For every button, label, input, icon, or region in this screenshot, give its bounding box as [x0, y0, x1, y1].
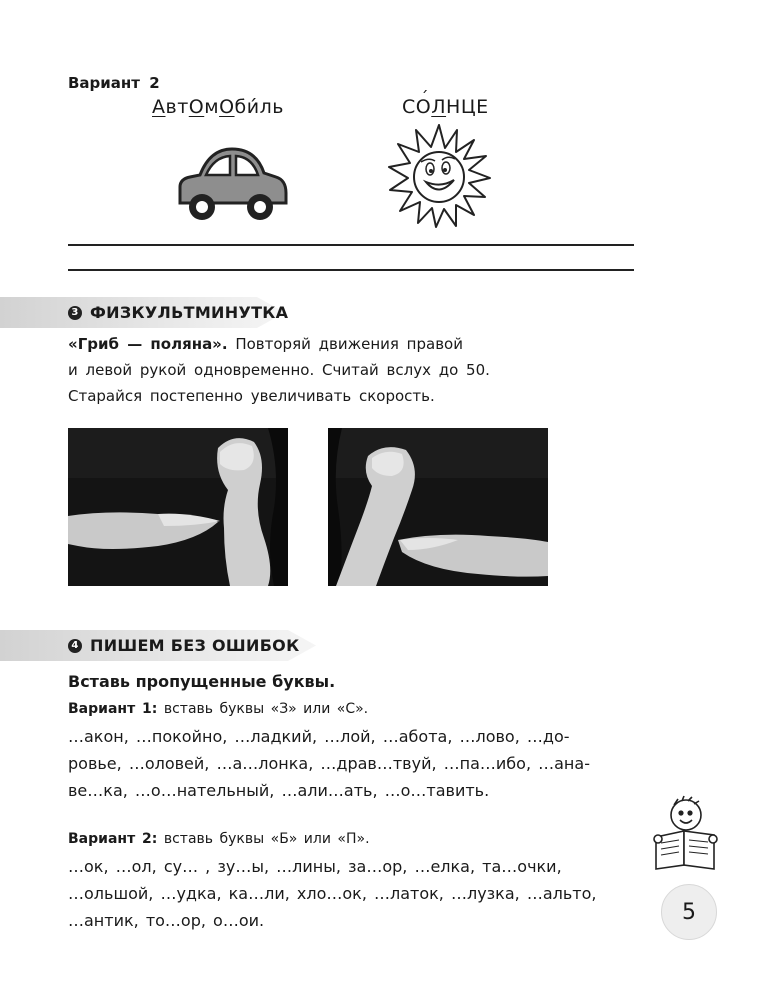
- exercise-photo-2: [328, 428, 548, 586]
- section-4-title: 4 ПИШЕМ БЕЗ ОШИБОК: [68, 630, 299, 661]
- word-solnce: СО ´ЛНЦЕ: [402, 96, 489, 118]
- writing-line-1: [68, 244, 634, 246]
- exercise-name: «Гриб — поляна».: [68, 335, 228, 353]
- variant-2-label: Вариант 2:: [68, 831, 158, 847]
- writing-line-2: [68, 269, 634, 271]
- car-icon: [176, 143, 288, 223]
- instruction-text: Вставь пропущенные буквы.: [68, 672, 336, 691]
- exercise-description: «Гриб — поляна». Повторяй движения правой и левой рукой одновременно. Считай вслух до 50. Старайся постепенно увеличивать скорость.: [68, 335, 490, 405]
- variant-2-line: …ок, …ол, су… , зу…ы, …лины, за…ор, …елка, та…очки,: [68, 857, 562, 876]
- variant-1-line: ве…ка, …о…нательный, …али…ать, …о…тавить.: [68, 781, 490, 800]
- section-4-number: 4: [68, 639, 82, 653]
- exercise-photo-1: [68, 428, 288, 586]
- sun-icon: [386, 122, 492, 228]
- word-avtomobil: АвтОмОби́ль: [152, 96, 284, 118]
- variant-2-hint: вставь буквы «Б» или «П».: [163, 831, 370, 847]
- variant-2-line: …антик, то…ор, о…ои.: [68, 911, 265, 930]
- variant-1-line: ровье, …оловей, …а…лонка, …драв…твуй, …па…ибо, …ана-: [68, 754, 590, 773]
- variant-2-block: [68, 826, 596, 934]
- page-number: 5: [661, 884, 717, 940]
- variant-1-line: …акон, …покойно, …ладкий, …лой, …абота, …лово, …до-: [68, 727, 570, 746]
- reading-boy-icon: [652, 795, 718, 871]
- variant-2-title: Вариант 2: [68, 74, 160, 92]
- variant-1-block: [68, 696, 590, 804]
- variant-2-line: …ольшой, …удка, ка…ли, хло…ок, …латок, …лузка, …альто,: [68, 884, 597, 903]
- section-3-title: 3 ФИЗКУЛЬТМИНУТКА: [68, 297, 288, 328]
- variant-1-label: Вариант 1:: [68, 701, 158, 717]
- section-3-number: 3: [68, 306, 82, 320]
- variant-1-hint: вставь буквы «З» или «С».: [163, 701, 369, 717]
